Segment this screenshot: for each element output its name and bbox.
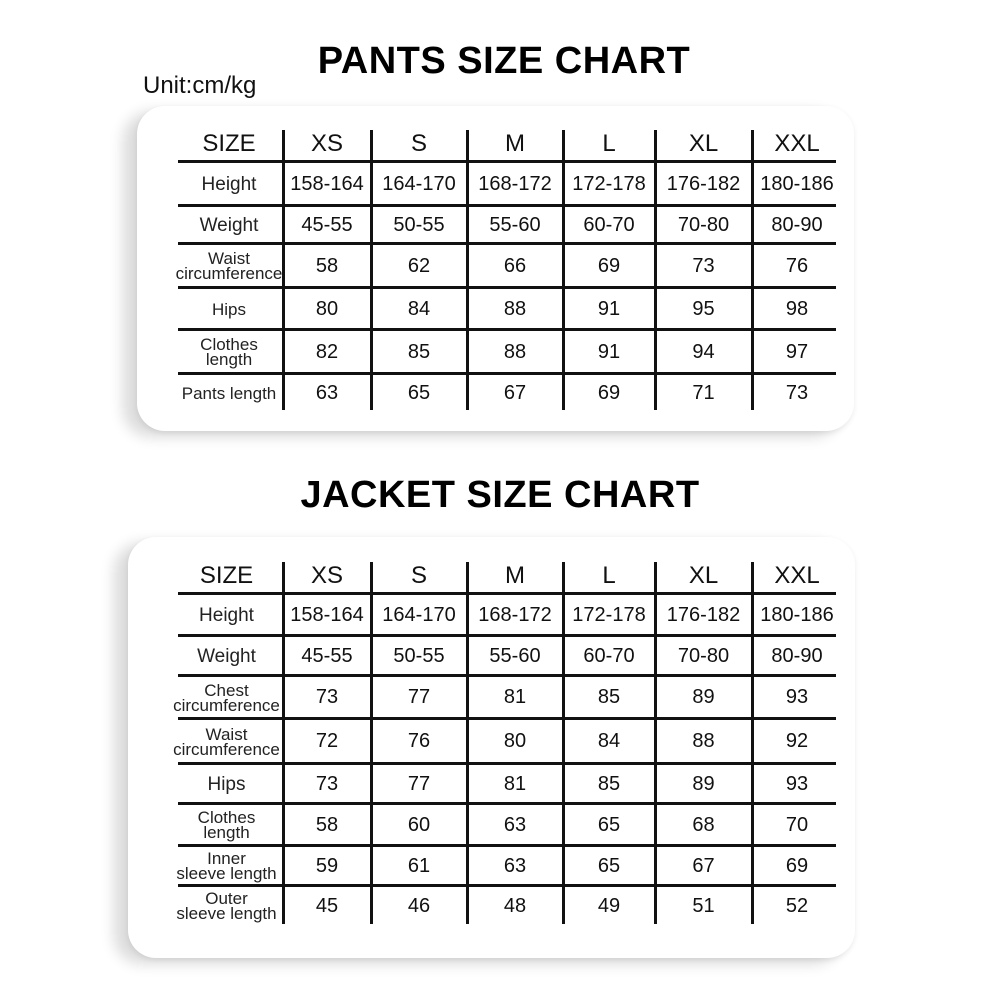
- pants-table-cell: 180-186: [760, 172, 834, 195]
- unit-label: Unit:cm/kg: [143, 72, 257, 99]
- jacket-table-cell: 59: [315, 854, 339, 877]
- pants-table-cell: 50-55: [393, 213, 445, 236]
- pants-size-col-header: XXL: [774, 130, 820, 157]
- jacket-table-cell: 176-182: [666, 603, 741, 626]
- pants-row-divider: [178, 372, 836, 375]
- pants-table-cell: 176-182: [666, 172, 741, 195]
- jacket-table-cell: 46: [407, 894, 431, 917]
- pants-table-cell: 58: [315, 254, 339, 277]
- pants-table-cell: 88: [503, 297, 527, 320]
- jacket-size-col-header: S: [410, 562, 427, 589]
- jacket-table-cell: 85: [597, 772, 621, 795]
- jacket-table-cell: 84: [597, 730, 621, 752]
- pants-row-divider: [178, 242, 836, 245]
- jacket-table-cell: 55-60: [489, 644, 541, 667]
- jacket-table-cell: 52: [785, 894, 809, 917]
- jacket-table-cell: 63: [503, 854, 527, 877]
- jacket-size-col-header: M: [505, 562, 525, 589]
- pants-table-cell: 66: [503, 254, 527, 277]
- pants-column-divider: [751, 130, 754, 410]
- jacket-table-cell: 45-55: [301, 644, 353, 667]
- jacket-size-col-header: L: [602, 562, 616, 589]
- jacket-table-cell: 58: [315, 813, 339, 836]
- jacket-table-cell: 85: [597, 686, 621, 708]
- jacket-row-label: Waist circumference: [173, 724, 280, 759]
- pants-table-cell: 71: [692, 381, 715, 404]
- jacket-table-cell: 172-178: [572, 603, 646, 626]
- pants-row-label: Hips: [211, 299, 246, 319]
- pants-table-cell: 84: [407, 297, 431, 320]
- jacket-table-cell: 80: [503, 730, 527, 752]
- jacket-row-label: Chest circumference: [173, 680, 280, 715]
- pants-table-cell: 97: [785, 340, 809, 363]
- jacket-table-cell: 50-55: [393, 644, 445, 667]
- jacket-table-cell: 88: [692, 730, 715, 752]
- pants-size-col-header: S: [410, 130, 427, 157]
- jacket-table-cell: 68: [692, 813, 715, 836]
- pants-table-cell: 65: [407, 381, 431, 404]
- pants-table-cell: 80-90: [771, 213, 823, 236]
- jacket-row-label: Height: [199, 604, 254, 626]
- jacket-table-cell: 158-164: [290, 603, 364, 626]
- jacket-size-header: SIZE: [199, 562, 254, 589]
- jacket-column-divider: [562, 562, 565, 924]
- pants-table-cell: 45-55: [301, 213, 353, 236]
- pants-size-chart-title: PANTS SIZE CHART: [317, 40, 691, 82]
- jacket-table-cell: 76: [407, 730, 431, 752]
- jacket-table-cell: 89: [692, 686, 715, 708]
- jacket-row-divider: [178, 762, 836, 765]
- jacket-table-cell: 65: [597, 813, 621, 836]
- pants-table-cell: 82: [315, 340, 339, 363]
- pants-size-header: SIZE: [202, 130, 256, 157]
- jacket-table-cell: 81: [503, 686, 527, 708]
- jacket-row-divider: [178, 674, 836, 677]
- pants-table-cell: 85: [407, 340, 431, 363]
- pants-column-divider: [282, 130, 285, 410]
- pants-table-cell: 98: [785, 297, 809, 320]
- jacket-table-cell: 69: [785, 854, 809, 877]
- jacket-table-cell: 93: [785, 686, 809, 708]
- jacket-row-label: Weight: [197, 645, 256, 667]
- pants-table-cell: 76: [785, 254, 809, 277]
- pants-row-label: Pants length: [181, 383, 277, 403]
- jacket-table-cell: 180-186: [760, 603, 834, 626]
- jacket-table-cell: 89: [692, 772, 715, 795]
- pants-table-cell: 94: [692, 340, 715, 363]
- jacket-table-cell: 51: [692, 894, 715, 917]
- jacket-table-cell: 73: [315, 772, 339, 795]
- jacket-row-label: Clothes length: [197, 808, 256, 842]
- pants-column-divider: [562, 130, 565, 410]
- pants-size-col-header: L: [602, 130, 616, 157]
- jacket-table-cell: 80-90: [771, 644, 823, 667]
- jacket-table-cell: 60: [407, 813, 431, 836]
- jacket-table-cell: 48: [503, 894, 527, 917]
- jacket-size-col-header: XXL: [774, 562, 820, 589]
- pants-row-label: Waist circumference: [175, 249, 283, 283]
- pants-table-cell: 69: [597, 254, 621, 277]
- pants-size-col-header: XL: [688, 130, 719, 157]
- jacket-table-cell: 61: [407, 854, 431, 877]
- pants-table-cell: 60-70: [583, 213, 635, 236]
- pants-row-divider: [178, 160, 836, 163]
- jacket-row-divider: [178, 844, 836, 847]
- jacket-table-cell: 45: [315, 894, 339, 917]
- jacket-table-cell: 73: [315, 686, 339, 708]
- pants-table-cell: 158-164: [290, 172, 364, 195]
- jacket-row-divider: [178, 717, 836, 720]
- jacket-row-divider: [178, 592, 836, 595]
- jacket-row-label: Hips: [207, 773, 246, 795]
- pants-column-divider: [654, 130, 657, 410]
- pants-table-cell: 164-170: [382, 172, 456, 195]
- jacket-table-cell: 77: [407, 772, 431, 795]
- pants-row-divider: [178, 286, 836, 289]
- jacket-table-cell: 93: [785, 772, 809, 795]
- pants-row-label: Weight: [199, 214, 259, 236]
- pants-table-cell: 88: [503, 340, 527, 363]
- pants-table-cell: 73: [692, 254, 715, 277]
- pants-table-cell: 62: [407, 254, 431, 277]
- pants-table-cell: 67: [503, 381, 527, 404]
- jacket-table-cell: 67: [692, 854, 715, 877]
- jacket-table-cell: 72: [315, 730, 339, 752]
- pants-row-label: Clothes length: [200, 335, 258, 369]
- jacket-table-cell: 164-170: [382, 603, 456, 626]
- jacket-table-cell: 60-70: [583, 644, 635, 667]
- pants-table-cell: 172-178: [572, 172, 646, 195]
- pants-table-cell: 91: [597, 297, 621, 320]
- jacket-table-cell: 168-172: [478, 603, 552, 626]
- pants-table-cell: 73: [785, 381, 809, 404]
- jacket-size-col-header: XS: [310, 562, 343, 589]
- pants-table-cell: 55-60: [489, 213, 541, 236]
- pants-table-cell: 63: [315, 381, 339, 404]
- jacket-size-col-header: XL: [688, 562, 719, 589]
- pants-row-divider: [178, 328, 836, 331]
- pants-row-label: Height: [201, 173, 257, 195]
- jacket-table-cell: 63: [503, 813, 527, 836]
- pants-table-cell: 91: [597, 340, 621, 363]
- jacket-column-divider: [654, 562, 657, 924]
- jacket-row-label: Outer sleeve length: [176, 889, 277, 923]
- jacket-column-divider: [370, 562, 373, 924]
- jacket-row-divider: [178, 884, 836, 887]
- pants-column-divider: [466, 130, 469, 410]
- pants-size-col-header: XS: [310, 130, 343, 157]
- jacket-column-divider: [751, 562, 754, 924]
- jacket-column-divider: [282, 562, 285, 924]
- pants-table-cell: 80: [315, 297, 339, 320]
- pants-table-cell: 95: [692, 297, 715, 320]
- jacket-table-cell: 81: [503, 772, 527, 795]
- jacket-table-cell: 70: [785, 813, 809, 836]
- jacket-row-divider: [178, 802, 836, 805]
- jacket-table-cell: 65: [597, 854, 621, 877]
- jacket-row-divider: [178, 634, 836, 637]
- pants-column-divider: [370, 130, 373, 410]
- pants-size-col-header: M: [505, 130, 525, 157]
- jacket-table-cell: 92: [785, 730, 809, 752]
- jacket-table-cell: 49: [597, 894, 621, 917]
- jacket-size-chart-title: JACKET SIZE CHART: [300, 474, 700, 516]
- pants-row-divider: [178, 204, 836, 207]
- pants-table-cell: 70-80: [677, 213, 730, 236]
- jacket-table-cell: 70-80: [677, 644, 730, 667]
- jacket-column-divider: [466, 562, 469, 924]
- jacket-table-cell: 77: [407, 686, 431, 708]
- jacket-row-label: Inner sleeve length: [176, 849, 277, 883]
- pants-table-cell: 69: [597, 381, 621, 404]
- pants-table-cell: 168-172: [478, 172, 552, 195]
